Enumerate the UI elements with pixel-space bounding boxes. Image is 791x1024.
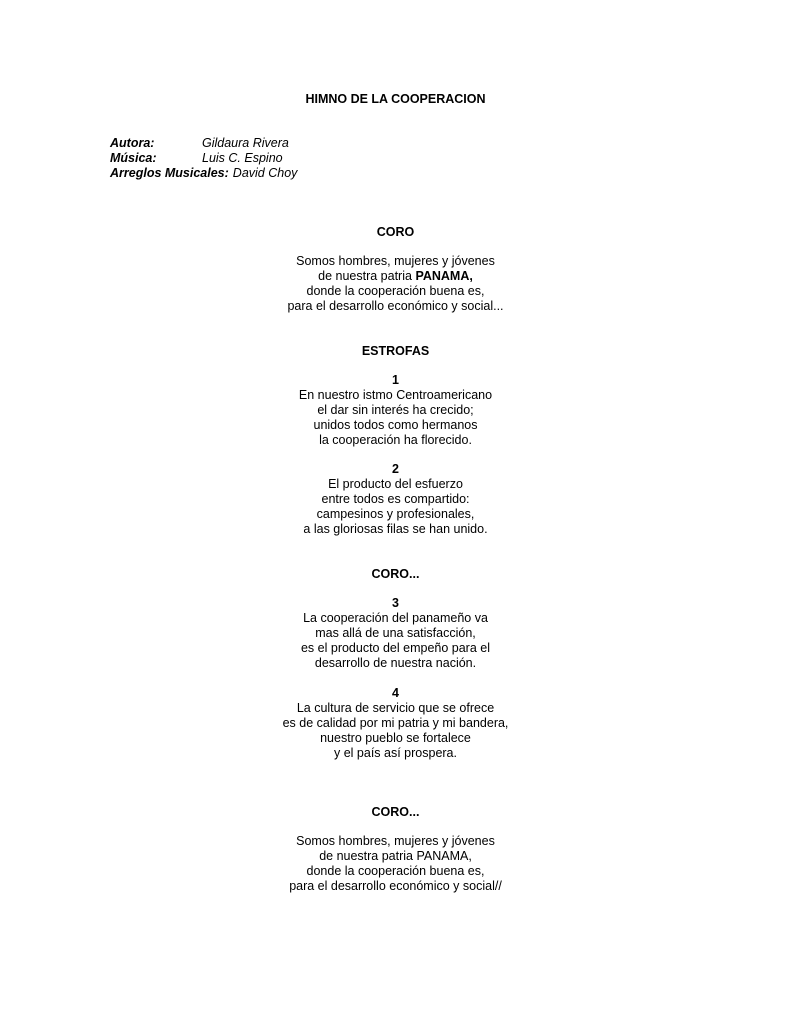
chorus-3-line-4: para el desarrollo económico y social// xyxy=(289,879,502,893)
stanza-4 xyxy=(0,686,791,761)
chorus-1 xyxy=(0,225,791,240)
credit-author xyxy=(110,136,297,151)
credits-block xyxy=(110,136,297,181)
stanza-1-line-3: unidos todos como hermanos xyxy=(313,418,478,432)
chorus-1-line-2 xyxy=(0,269,791,284)
author-value: Gildaura Rivera xyxy=(202,136,289,150)
chorus-1-line-1: Somos hombres, mujeres y jóvenes xyxy=(296,254,495,268)
chorus-1-line-3: donde la cooperación buena es, xyxy=(306,284,485,298)
chorus-2 xyxy=(0,567,791,582)
chorus-3 xyxy=(0,805,791,820)
chorus-1-line-2-bold: PANAMA, xyxy=(415,269,473,283)
chorus-3-line-3: donde la cooperación buena es, xyxy=(306,864,485,878)
credit-arrangement xyxy=(110,166,297,181)
chorus-3-line-1: Somos hombres, mujeres y jóvenes xyxy=(296,834,495,848)
stanza-4-line-1: La cultura de servicio que se ofrece xyxy=(296,701,495,715)
arrangement-value: David Choy xyxy=(232,166,298,180)
stanza-2-line-1: El producto del esfuerzo xyxy=(328,477,463,491)
page-title: HIMNO DE LA COOPERACION xyxy=(305,92,486,106)
stanza-4-line-2: es de calidad por mi patria y mi bandera, xyxy=(282,716,509,730)
chorus-1-line-4: para el desarrollo económico y social... xyxy=(287,299,504,313)
stanza-1-line-4: la cooperación ha florecido. xyxy=(319,433,472,447)
music-label: Música: xyxy=(110,151,157,165)
stanza-2-line-4: a las gloriosas filas se han unido. xyxy=(303,522,488,536)
stanza-2-line-3: campesinos y profesionales, xyxy=(316,507,475,521)
chorus-2-heading: CORO... xyxy=(371,567,420,581)
stanza-3-line-1: La cooperación del panameño va xyxy=(303,611,488,625)
arrangement-label: Arreglos Musicales: xyxy=(110,166,229,180)
stanza-2-line-2: entre todos es compartido: xyxy=(321,492,470,506)
stanza-1-line-1: En nuestro istmo Centroamericano xyxy=(298,388,493,402)
stanza-3-number: 3 xyxy=(392,596,399,610)
music-value: Luis C. Espino xyxy=(202,151,283,165)
chorus-3-lines xyxy=(0,834,791,894)
stanza-4-line-3: nuestro pueblo se fortalece xyxy=(320,731,471,745)
chorus-1-lines xyxy=(0,254,791,314)
credit-music xyxy=(110,151,297,166)
chorus-1-heading: CORO xyxy=(376,225,415,239)
stanza-3 xyxy=(0,596,791,671)
stanza-2 xyxy=(0,462,791,537)
estrofas-heading: ESTROFAS xyxy=(361,344,430,358)
stanza-1-line-2: el dar sin interés ha crecido; xyxy=(317,403,474,417)
stanza-3-line-2: mas allá de una satisfacción, xyxy=(315,626,476,640)
stanza-4-line-4: y el país así prospera. xyxy=(334,746,457,760)
chorus-3-line-2: de nuestra patria PANAMA, xyxy=(319,849,472,863)
chorus-3-heading: CORO... xyxy=(371,805,420,819)
author-label: Autora: xyxy=(110,136,155,150)
stanza-2-number: 2 xyxy=(392,462,399,476)
chorus-1-line-2-prefix: de nuestra patria xyxy=(318,269,416,283)
stanza-1 xyxy=(0,373,791,448)
stanza-3-line-4: desarrollo de nuestra nación. xyxy=(314,656,477,670)
stanza-4-number: 4 xyxy=(392,686,399,700)
stanza-3-line-3: es el producto del empeño para el xyxy=(300,641,490,655)
stanza-1-number: 1 xyxy=(392,373,399,387)
estrofas-section xyxy=(0,344,791,359)
